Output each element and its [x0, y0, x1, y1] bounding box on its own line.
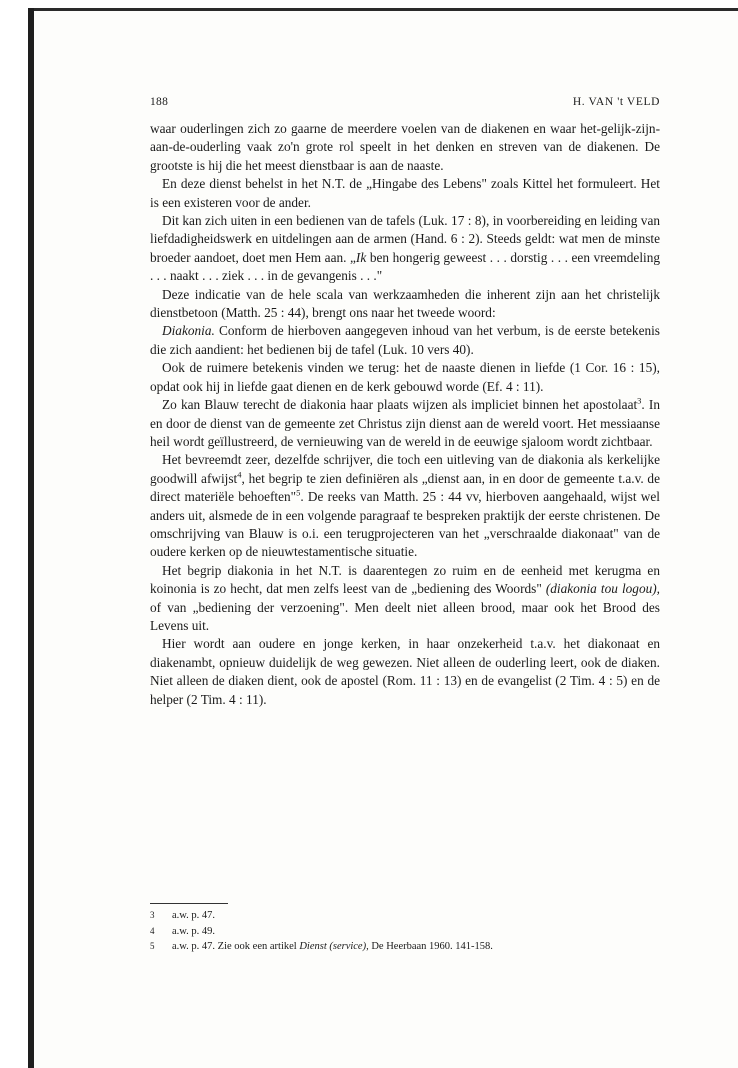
paragraph: Het begrip diakonia in het N.T. is daarentegen zo ruim en de eenheid met kerugma en koinonia is zo hecht, dat men zelfs leest van de „bediening des Woords" (diakonia tou logou), of van „bediening der verzoening". Men deelt niet alleen brood, maar ook het Brood des Levens uit.: [150, 562, 661, 633]
emphasis: Ik: [355, 249, 367, 265]
paragraph: Ook de ruimere betekenis vinden we terug: het de naaste dienen in liefde (1 Cor. 16 : 15), opdat ook hij in liefde gaat dienen en de kerk gebouwd worde (Ef. 4 : 11).: [150, 360, 660, 394]
footnote-rule: [150, 903, 228, 904]
paragraph: Dit kan zich uiten in een bedienen van de tafels (Luk. 17 : 8), in voorbereiding en leiding van liefdadigheidswerk en uitdelingen aan de armen (Hand. 6 : 2). Steeds geldt: wat men de minste broeder aandoet, doet men Hem aan. „Ik ben hongerig geweest . . . dorstig . . . een vreemdeling . . . naakt . . . ziek . . . in de gevangenis . . .": [150, 213, 660, 284]
paragraph: Zo kan Blauw terecht de diakonia haar plaats wijzen als impliciet binnen het apostolaat$^3$. In en door de dienst van de gemeente zet Christus zijn dienst aan de wereld voort. Het messiaanse heil wordt geïllustreerd, de vernieuwing van de wereld in de eeuwige sjaloom wordt zichtbaar.: [150, 395, 660, 449]
footnote-number: 3: [150, 910, 155, 920]
footnote-ref[interactable]: 3: [637, 395, 642, 406]
footnote-number: 5: [150, 941, 155, 951]
paragraph: En deze dienst behelst in het N.T. de „Hingabe des Lebens" zoals Kittel het formuleert. Het is een existeren voor de ander.: [150, 176, 660, 210]
paragraph: Hier wordt aan oudere en jonge kerken, in haar onzekerheid t.a.v. het diakonaat en diakenambt, opnieuw duidelijk de weg gewezen. Niet alleen de ouderling leert, ook de diaken. Niet alleen de diaken dient, ook de apostel (Rom. 11 : 13) en de evangelist (2 Tim. 4 : 5) en de helper (2 Tim. 4 : 11).: [150, 636, 660, 707]
paragraph: waar ouderlingen zich zo gaarne de meerdere voelen van de diakenen en waar het-gelijk-zijn-aan-de-ouderling vaak zo'n grote rol speelt in het denken en streven van de diakenen. De grootste is hij die het meest dienstbaar is aan de naaste.: [150, 121, 660, 173]
paragraph: Diakonia. Conform de hierboven aangegeven inhoud van het verbum, is de eerste betekenis die zich aandient: het bedienen bij de tafel (Luk. 10 vers 40).: [150, 323, 660, 357]
footnote-number: 4: [150, 925, 155, 936]
emphasis: (diakonia tou logou),: [545, 581, 661, 597]
scan-top-edge: [28, 8, 738, 11]
footnote: 5 a.w. p. 47. Zie ook een artikel Dienst (service), De Heerbaan 1960. 141-158.: [150, 939, 660, 955]
running-head: H. VAN 't VELD: [572, 96, 660, 108]
footnotes: [150, 908, 660, 955]
emphasis: Dienst (service),: [299, 941, 369, 952]
page-number: 188: [150, 96, 169, 108]
scan-left-edge: [28, 8, 34, 1068]
footnote-ref[interactable]: 5: [296, 487, 301, 498]
page-header: [150, 96, 660, 112]
body-text: [150, 120, 660, 709]
paragraph: Het bevreemdt zeer, dezelfde schrijver, die toch een uitleving van de diakonia als kerkelijke goodwill afwijst$^4$, het begrip te zien definiëren als „dienst aan, in en door de gemeente t.a.v. de direct materiële behoeften"$^5$. De reeks van Matth. 25 : 44 vv, hierboven aangehaald, wijst wel anders uit, alsmede de in een volgende paragraaf te bespreken praktijk der eerste christenen. De omschrijving van Blauw is o.i. een terugprojecteren van het „verschraalde diakonaat" van de oudere kerken op de nieuwtestamentische situatie.: [150, 452, 660, 560]
footnote: 4 a.w. p. 49.: [150, 924, 660, 940]
footnote: 3 a.w. p. 47.: [150, 908, 660, 924]
emphasis: Diakonia.: [162, 323, 215, 339]
footnote-ref[interactable]: 4: [237, 469, 242, 480]
paragraph: Deze indicatie van de hele scala van werkzaamheden die inherent zijn aan het christelijk dienstbetoon (Matth. 25 : 44), brengt ons naar het tweede woord:: [150, 286, 660, 321]
